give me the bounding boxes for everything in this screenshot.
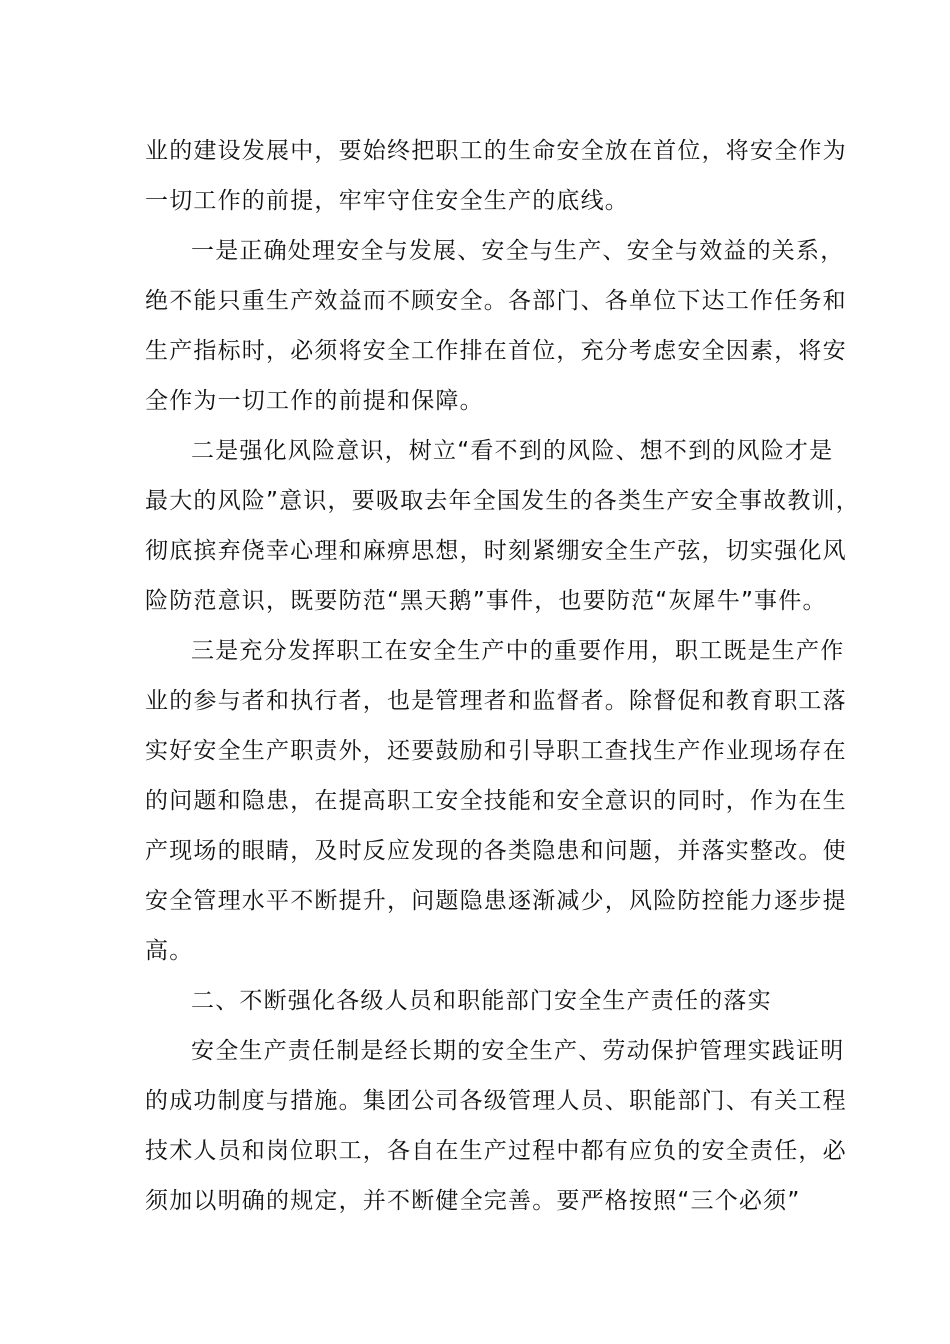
text-line: 业的建设发展中，要始终把职工的生命安全放在首位，将安全作为	[145, 138, 847, 164]
text-line: 产现场的眼睛，及时反应发现的各类隐患和问题，并落实整改。使	[145, 838, 847, 864]
text-line: 安全管理水平不断提升，问题隐患逐渐减少，风险防控能力逐步提	[145, 888, 847, 914]
text-line: 的成功制度与措施。集团公司各级管理人员、职能部门、有关工程	[145, 1088, 847, 1114]
paragraph-first-line: 三是充分发挥职工在安全生产中的重要作用，职工既是生产作	[191, 638, 845, 664]
text-line: 生产指标时，必须将安全工作排在首位，充分考虑安全因素，将安	[145, 338, 847, 364]
text-line: 险防范意识，既要防范“黑天鹅”事件，也要防范“灰犀牛”事件。	[145, 588, 827, 614]
text-line: 绝不能只重生产效益而不顾安全。各部门、各单位下达工作任务和	[145, 288, 847, 314]
text-line: 最大的风险”意识，要吸取去年全国发生的各类生产安全事故教训，	[145, 488, 860, 514]
paragraph-first-line: 二是强化风险意识，树立“看不到的风险、想不到的风险才是	[191, 438, 834, 464]
text-line: 全作为一切工作的前提和保障。	[145, 388, 484, 414]
text-line: 彻底摈弃侥幸心理和麻痹思想，时刻紧绷安全生产弦，切实强化风	[145, 538, 847, 564]
section-heading: 二、不断强化各级人员和职能部门安全生产责任的落实	[191, 988, 772, 1014]
text-line: 技术人员和岗位职工，各自在生产过程中都有应负的安全责任，必	[145, 1138, 847, 1164]
text-line: 业的参与者和执行者，也是管理者和监督者。除督促和教育职工落	[145, 688, 847, 714]
text-line: 实好安全生产职责外，还要鼓励和引导职工查找生产作业现场存在	[145, 738, 847, 764]
paragraph-first-line: 一是正确处理安全与发展、安全与生产、安全与效益的关系，	[191, 238, 845, 264]
text-line: 一切工作的前提，牢牢守住安全生产的底线。	[145, 188, 629, 214]
text-line: 须加以明确的规定，并不断健全完善。要严格按照“三个必须”	[145, 1188, 801, 1214]
text-line: 高。	[145, 938, 194, 964]
paragraph-first-line: 安全生产责任制是经长期的安全生产、劳动保护管理实践证明	[191, 1038, 845, 1064]
text-line: 的问题和隐患，在提高职工安全技能和安全意识的同时，作为在生	[145, 788, 847, 814]
